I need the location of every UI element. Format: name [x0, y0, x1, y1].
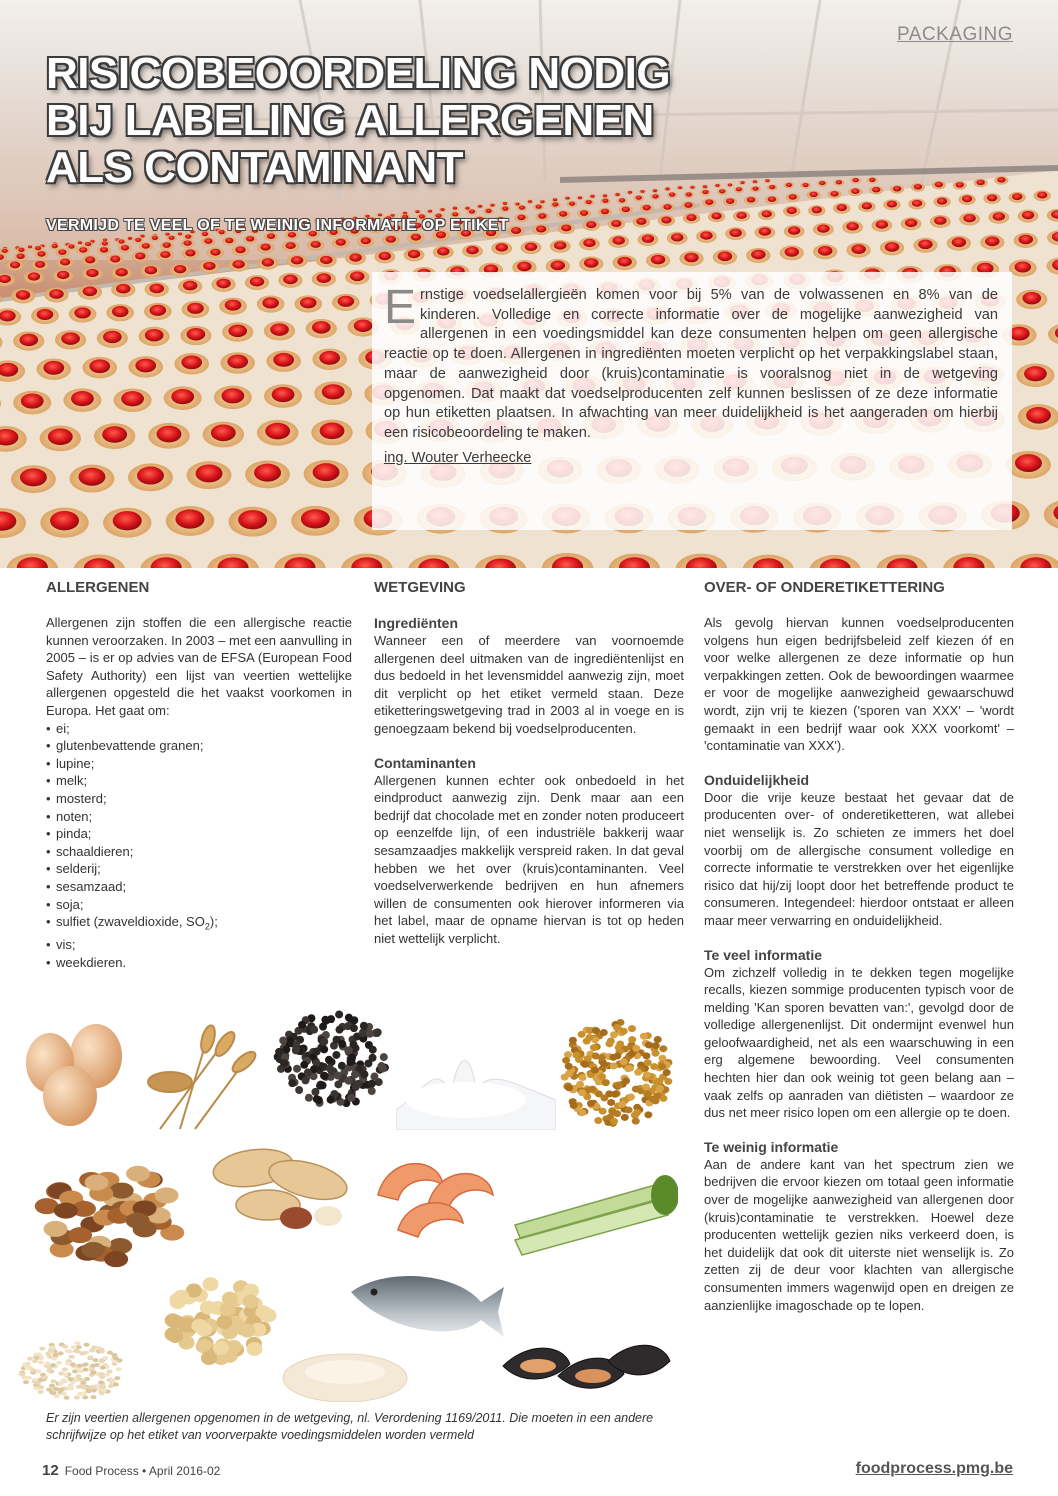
te-veel-paragraph: Om zichzelf volledig in te dekken tegen mogelijke recalls, kiezen sommige producenten typisch voor de melding 'Kan sporen bevatten van:', gevolgd door de volledige allergenenlijst. Dit ondermijnt evenwel hun geloofwaardigheid, net als een waarschuwing in een erg algemene bewoording. Veel consumenten hechten hier dan ook weinig tot geen belang aan – vaak zelfs op aanraden van diëtisten – waardoor ze dus net meer risico lopen om een allergie op te doen. — [704, 964, 1014, 1121]
shrimp-image — [358, 1145, 518, 1245]
subheading-ingredienten: Ingrediënten — [374, 615, 459, 631]
heading-wetgeving: WETGEVING — [374, 579, 466, 596]
intro-text: rnstige voedselallergieën komen voor bij 5% van de volwassenen en 8% van de kinderen. Volledige en correcte informatie over de mogelijke aanwezigheid van allergenen in een voedingsmiddel kan deze consumenten helpen om geen allergische reactie op te doen. Allergenen in ingrediënten moeten verplicht op het verpakkingslabel staan, maar de aanwezigheid door (kruis)contaminatie is vooralsnog niet in de wetgeving opgenomen. Dat maakt dat voedselproducenten zelf kunnen beslissen of ze deze informatie op hun etiketten plaatsen. In afwachting van meer duidelijkheid is het aangeraden om hierbij een risicobeoordeling te maken. — [384, 287, 998, 441]
contaminanten-paragraph: Allergenen kunnen echter ook onbedoeld in het eindproduct aanwezig zijn. Denk maar aan een bedrijf dat chocolade met en zonder noten produceert op eenzelfde lijn, of een industriële bakkerij waar sesamzaadjes makkelijk verspreid raken. In dat geval hebben we het over (kruis)contaminanten. Veel voedselverwerkende bedrijven en hun afnemers willen de consumenten ook hierover informeren via het label, maar de opname hiervan is tot op heden niet wettelijk verplicht. — [374, 772, 684, 946]
list-item: • ei; — [46, 720, 352, 738]
article-title — [46, 50, 746, 191]
te-weinig-paragraph: Aan de andere kant van het spectrum zien we bedrijven die ervoor kiezen om totaal geen informatie over de mogelijke aanwezigheid van allergenen door (kruis)contaminatie te verstrekken. Hoewel deze producenten wettelijk gezien niks verkeerd doen, is het duidelijk dat ook dit uiterste niet wenselijk is. Zo zetten zij de deur voor klachten van allergische consumenten immers wagenwijd open en dreigen ze aanzienlijke imagoschade op te lopen. — [704, 1156, 1014, 1313]
etikettering-paragraph: Als gevolg hiervan kunnen voedselproducenten volgens hun eigen bedrijfsbeleid zelf kiezen óf en voor welke allergenen ze deze informatie op hun verpakkingen zetten. Ook de bewoordingen waarmee er voor de mogelijke aanwezigheid gewaarschuwd wordt, zijn vrij te kiezen ('sporen van XXX' – 'wordt gemaakt in een bedrijf waar ook XXX voorkomt' – 'contaminatie van XXX'). — [704, 615, 1014, 754]
page-number: 12 — [42, 1462, 59, 1479]
subheading-te-weinig: Te weinig informatie — [704, 1138, 839, 1155]
ingredienten-paragraph: Wanneer een of meerdere van voornoemde allergenen deel uitmaken van de ingrediëntenlijst en dus bedoeld in het levensmiddel aanwezig zijn, moet dit verplicht op het etiket vermeld staan. Deze etiketteringswetgeving trad in 2003 al in voege en is genoegzaam bekend bij voedselproducenten. — [374, 633, 684, 736]
soy-beans-image — [160, 1276, 280, 1366]
heading-etikettering: OVER- OF ONDERETIKETTERING — [704, 579, 945, 596]
list-item-sulfiet — [46, 913, 352, 936]
intro-box — [372, 272, 1012, 530]
title-line-3: ALS CONTAMINANT — [46, 143, 463, 192]
subheading-contaminanten: Contaminanten — [374, 754, 476, 771]
title-line-2: BIJ LABELING ALLERGENEN — [46, 96, 654, 145]
sulfiet-subscript: 2 — [204, 921, 210, 932]
eggs-image — [18, 1018, 128, 1128]
publication-info: Food Process • April 2016-02 — [64, 1464, 221, 1478]
list-item: • lupine; — [46, 755, 352, 773]
list-item: • pinda; — [46, 825, 352, 843]
list-item: • glutenbevattende granen; — [46, 737, 352, 755]
allergen-list — [46, 720, 352, 972]
list-item: • noten; — [46, 808, 352, 826]
lupine-seeds-image — [273, 1010, 393, 1110]
fish-image — [346, 1262, 506, 1342]
website-link[interactable]: foodprocess.pmg.be — [855, 1460, 1013, 1477]
celery-image — [510, 1170, 678, 1260]
mussels-image — [498, 1336, 674, 1402]
title-line-1: RISICOBEOORDELING NODIG — [46, 49, 671, 98]
onduidelijkheid-paragraph: Door die vrije keuze bestaat het gevaar dat de producenten over- of onderetiketteren, wat allebei niet wenselijk is. Zo schieten ze immers het doel voorbij om de allergische consument volledige en correcte informatie te verstrekken over het eigenlijke risico dat hij/zij loopt door het betreffende product te consumeren. Integendeel: hierdoor ontstaat er alleen maar meer verwarring en onduidelijkheid. — [704, 789, 1014, 928]
column-wetgeving — [374, 578, 684, 948]
peanuts-image — [208, 1140, 358, 1240]
allergen-food-collage — [18, 1010, 678, 1402]
subheading-onduidelijkheid: Onduidelijkheid — [704, 771, 810, 788]
sulfiet-text: sulfiet (zwaveldioxide, SO — [56, 914, 205, 930]
wheat-image — [140, 1024, 270, 1134]
author-link[interactable]: ing. Wouter Verheecke — [384, 449, 532, 466]
list-item: • soja; — [46, 896, 352, 914]
list-item: • selderij; — [46, 860, 352, 878]
heading-allergenen: ALLERGENEN — [46, 579, 150, 596]
column-allergenen — [46, 578, 352, 971]
column-etikettering — [704, 578, 1014, 1314]
flour-image — [280, 1342, 410, 1402]
nuts-image — [22, 1160, 192, 1270]
list-item: • sesamzaad; — [46, 878, 352, 896]
sesame-image — [18, 1340, 128, 1402]
list-item: • weekdieren. — [46, 954, 352, 972]
allergenen-paragraph: Allergenen zijn stoffen die een allergische reactie kunnen veroorzaken. In 2003 – met een aanvulling in 2005 – is er op advies van de EFSA (European Food Safety Authority) een lijst van veertien wettelijke allergenen opgesteld die het vaakst voorkomen in Europa. Het gaat om: — [46, 615, 352, 718]
hero-image — [0, 0, 1058, 568]
milk-splash-image — [396, 1040, 556, 1130]
subheading-te-veel: Te veel informatie — [704, 946, 823, 963]
list-item: • melk; — [46, 772, 352, 790]
article-subtitle: VERMIJD TE VEEL OF TE WEINIG INFORMATIE OP ETIKET — [46, 217, 509, 234]
list-item: • mosterd; — [46, 790, 352, 808]
section-tag[interactable]: PACKAGING — [896, 24, 1013, 45]
list-item: • schaaldieren; — [46, 843, 352, 861]
list-item: • vis; — [46, 936, 352, 954]
image-caption: Er zijn veertien allergenen opgenomen in de wetgeving, nl. Verordening 1169/2011. Die moeten in een andere schrijfwijze op het etiket van voorverpakte voedingsmiddelen worden vermeld — [46, 1411, 654, 1442]
footer-page-info — [42, 1462, 220, 1479]
mustard-seeds-image — [556, 1018, 676, 1128]
dropcap: E — [384, 281, 417, 334]
sulfiet-end: ); — [209, 914, 218, 930]
intro-paragraph — [384, 281, 998, 444]
